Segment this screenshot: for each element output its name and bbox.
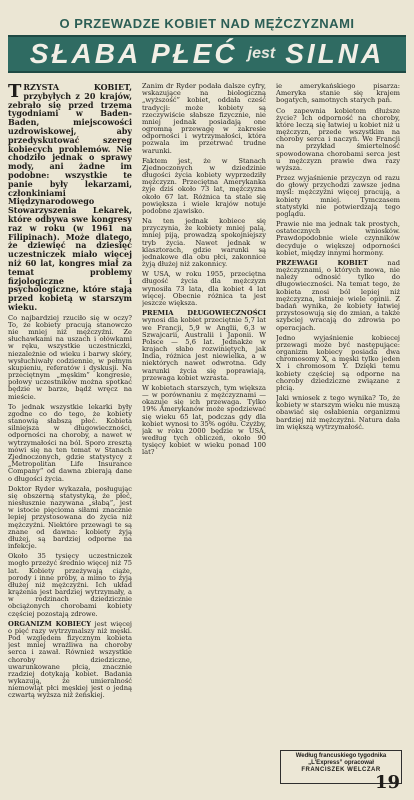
title-right: SILNA [285, 38, 385, 69]
kicker: O PRZEWADZE KOBIET NAD MĘŻCZYZNAMI [59, 16, 355, 31]
paragraph: Doktor Ryder wykazała, posługując się obszerną statystyką, że płeć, niesłusznie nazywana „słabą”, jest w istocie pięcioma siłami znacznie lepiej przystosowana do życia niż mężczyźni. Niektóre przewagi te są znane od dawna: kobiety żyją dłużej, są bardziej odporne na infekcje. [8, 484, 132, 551]
page-number: 19 [374, 772, 400, 793]
paragraph: W USA, w roku 1955, przeciętna długość życia dla mężczyzn wynosiła 73 lata, dla kobiet 4 lat więcej. Obecnie różnica ta jest jeszcze większa. [142, 270, 266, 307]
lead-text: RZYSTA KOBIET, przybyłych z 20 krajów, zebrało się przed trzema tygodniami w Baden-Baden, miejscowości uzdrowiskowej, aby przedyskutować szereg kobiecych problemów. Nie chodziło jednak o sprawy mody, ani żadne im podobne: wszystkie te panie były lekarzami, członkiniami Międzynarodowego Stowarzyszenia Lekarek, które odbywa swe kongresy raz w roku (w 1961 na Filipinach). Może dlatego, że dziewięć na dziesięć uczestniczek miało więcej niż 60 lat, kongres miał za temat problemy fizjologiczne i psychologiczne, które stają przed kobietą w starszym wieku. [8, 83, 132, 312]
article-body [8, 83, 406, 795]
subheading-paragraph [8, 621, 132, 700]
paragraph: Na ten jednak kobiece się przyczynia, że kobiety mniej palą, mniej piją, prowadzą spokojniejszy tryb życia. Nawet jednak w klasztorach, gdzie warunki są jednakowe dla obu płci, zakonnice żyją dłużej niż zakonnicy. [142, 217, 266, 269]
subheading-paragraph [276, 260, 400, 332]
paragraph: W kobietach starszych, tym większa — w porównaniu z mężczyznami — okazuje się ich przewaga. Tylko 19% Amerykanów może spodziewać się wieku 65 lat, podczas gdy dla kobiet wynosi to 35% ogółu. Czyżby, jak w roku 2000 będzie w USA, według tych obliczeń, około 90 tysięcy kobiet w wieku ponad 100 lat? [142, 383, 266, 457]
paragraph: Przez wyjaśnienie przyczyn od razu do głowy przychodzi zawsze jedna myśl: mężczyźni więcej pracują, a kobiety mniej. Tymczasem statystyki nie potwierdzają tego poglądu. [276, 174, 400, 218]
dropcap: T [8, 83, 22, 102]
subheading-text: wynosi dla kobiet przeciętnie 5,7 lat we Francji, 5,9 w Anglii, 6,3 w Szwajcarii, Australii i Japonii. W Polsce — 5,6 lat. Jednakże w krajach słabo rozwiniętych, jak India, różnica jest niewielka, a w niektórych nawet odwrotna. Gdy warunki życia się poprawiają, przewaga kobiet wzrasta. [142, 316, 266, 382]
paragraph: Prawie nie ma jednak tak prostych, ostatecznych wniosków. Prawdopodobnie wiele czynników decyduje o większej odporności kobiet, między innymi hormony. [276, 220, 400, 257]
credit-author: FRANCISZEK WELCZAR [301, 767, 381, 774]
title-left: SŁABA PŁEĆ [29, 38, 238, 69]
subheading: ORGANIZM KOBIECY [8, 619, 92, 628]
subheading-paragraph [142, 310, 266, 382]
paragraph: ie amerykańskiego pisarza: Ameryka stanie się krajem bogatych, samotnych starych pań. [276, 83, 400, 105]
subheading: PREMIA DŁUGOWIECZNOŚCI [142, 309, 266, 318]
paragraph: Zanim dr Ryder podała dalsze cyfry, wskazujące na biologiczną „wyższość” kobiet, oddała cześć tradycji: może kobiety są rzeczywiście słabsze fizycznie, nie mniej jednak posiadają one ogromną przewagę w zakresie odporności i wytrzymałości, która pozwala im przetrwać trudne warunki. [142, 83, 266, 155]
lead-paragraph [8, 83, 132, 312]
paragraph: Faktem jest, że w Stanach Zjednoczonych w dziedzinie długości życia kobiety wyprzedziły mężczyzn. Przeciętna Amerykanka żyje dziś około 73 lat, mężczyzna około 67 lat. Różnica ta stale się powiększa i wiele krajów notuje podobne zjawisko. [142, 156, 266, 215]
credit-line: Według francuskiego tygodnika „L'Express” opracował [295, 753, 387, 767]
magazine-page [8, 6, 406, 796]
column-1 [8, 83, 132, 795]
column-2 [142, 83, 266, 795]
paragraph: Około 35 tysięcy uczestniczek mogło przeżyć średnio więcej niż 75 lat. Kobiety przeżywają ciąże, porody i inne próby, a mimo to żyją dłużej niż mężczyźni. Ich układ krążenia jest bardziej wytrzymały, a w rodzinach dziedzicznie obciążonych chorobami kobiety częściej pozostają zdrowe. [8, 552, 132, 618]
paragraph: Jedno wyjaśnienie kobiecej przewagi może być następujące: organizm kobiecy posiada dwa chromosomy X, a męski tylko jeden X i chromosom Y. Dzięki temu kobiety częściej są odporne na choroby dziedziczne związane z płcią. [276, 333, 400, 392]
title-mid: jest [247, 45, 276, 62]
subheading-text: nad mężczyznami, o których mowa, nie należy odnosić tylko do długowieczności. Na temat tego, że kobieta znosi ból lepiej niż mężczyzna, istnieje wiele opinii. Z badań wynika, że kobiety łatwiej przystosowują się do zmian, a także szybciej wracają do zdrowia po operacjach. [276, 258, 400, 332]
subheading-text: jest więcej o pięć razy wytrzymalszy niż męski. Pod względem fizycznym kobieta jest mniej wrażliwa na choroby serca i zawał. Również wszystkie choroby dziedziczne, uwarunkowane płcią, znacznie rzadziej dotykają kobiet. Badania wykazują, że umieralność niemowląt płci męskiej jest o jedną czwartą wyższa niż żeńskiej. [8, 619, 132, 700]
paragraph: Jaki wniosek z tego wynika? To, że kobiety w starszym wieku nie muszą obawiać się osłabienia organizmu bardziej niż mężczyźni. Natura dała im większą wytrzymałość. [276, 394, 400, 431]
subheading: PRZEWAGI KOBIET [276, 258, 368, 267]
paragraph: Co najbardziej rzuciło się w oczy? To, że kobiety pracują stanowczo nie mniej niż mężczyźni. Ze słuchawkami na uszach i ołówkami w ręku, wszystkie uczestniczki, niezależnie od wieku i barwy skóry, wysłuchiwały codziennie, w pełnym skupieniu, referatów i dyskusji. Na przeciętnym „męskim” kongresie, połowy uczestników można spotkać będzie w barze, bądź wręcz na mieście. [8, 313, 132, 401]
column-3 [276, 83, 400, 795]
paragraph: Co zapewnia kobietom dłuższe życie? Ich odporność na choroby, które leczą się łatwiej u kobiet niż u mężczyzn, przede wszystkim na choroby serca i naczyń. We Francji na przykład śmiertelność spowodowana chorobami serca jest u mężczyzn prawie dwa razy wyższa. [276, 106, 400, 172]
title-band [8, 35, 406, 73]
paragraph: To jednak wszystkie lekarki były zgodne co do tego, że kobiety stanowią słabszą płeć. Kobieta silniejsza w długowieczności, odporności na choroby, a nawet w wytrzymałości na ból. Sporo zresztą mówi się na ten temat w Stanach Zjednoczonych, gdzie statystycy z „Metropolitan Life Insurance Company” od dawna zbierają dane o długości życia. [8, 402, 132, 483]
